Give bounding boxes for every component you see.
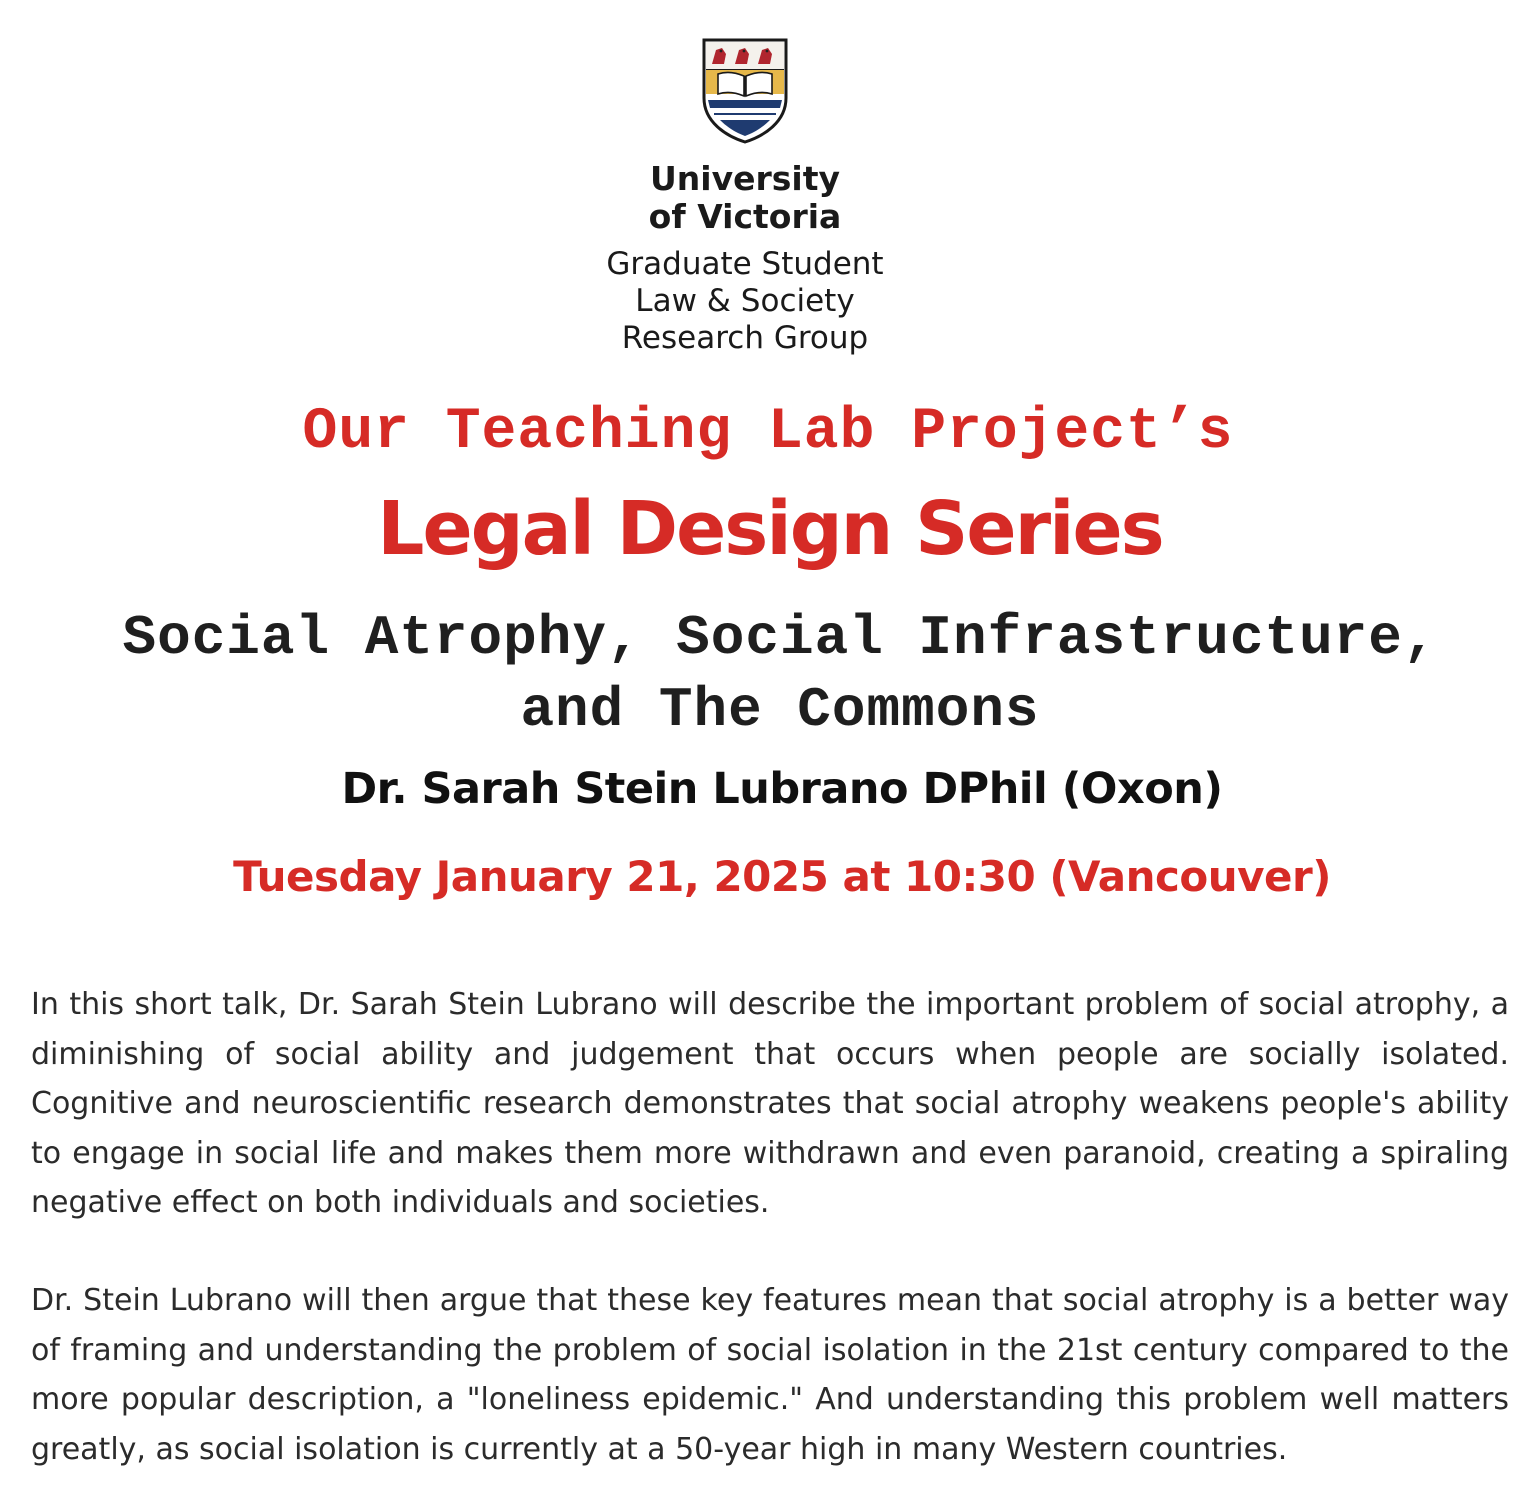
series-prefix: Our Teaching Lab Project’s — [302, 400, 1234, 465]
talk-title — [0, 602, 1526, 746]
group-name-line3: Research Group — [621, 320, 869, 356]
university-name — [0, 160, 1490, 236]
talk-title-line1: Social Atrophy, Social Infrastructure, — [122, 606, 1438, 670]
university-name-line1: University — [649, 159, 840, 198]
university-name-line2: of Victoria — [648, 197, 842, 236]
research-group-name — [0, 246, 1490, 357]
description-paragraph-1: In this short talk, Dr. Sarah Stein Lubrano will describe the important problem of social atrophy, a diminishing of social ability and judgement that occurs when people are socially isolated. Cognitive and neuroscientific research demonstrates that social atrophy weakens people's ability to engage in social life and makes them more withdrawn and even paranoid, creating a spiraling negative effect on both individuals and societies. — [31, 987, 1509, 1220]
speaker-name: Dr. Sarah Stein Lubrano DPhil (Oxon) — [341, 764, 1223, 814]
talk-title-line2: and The Commons — [520, 678, 1040, 742]
university-crest-icon — [700, 36, 790, 144]
event-datetime: Tuesday January 21, 2025 at 10:30 (Vancouver) — [233, 852, 1331, 901]
series-title: Legal Design Series — [377, 486, 1163, 572]
group-name-line1: Graduate Student — [606, 246, 884, 282]
group-name-line2: Law & Society — [635, 283, 855, 319]
description-paragraph-2: Dr. Stein Lubrano will then argue that these key features mean that social atrophy is a better way of framing and understanding the problem of social isolation in the 21st century compared to the more popular description, a "loneliness epidemic." And understanding this problem well matters greatly, as social isolation is currently at a 50-year high in many Western countries. — [31, 1283, 1509, 1467]
